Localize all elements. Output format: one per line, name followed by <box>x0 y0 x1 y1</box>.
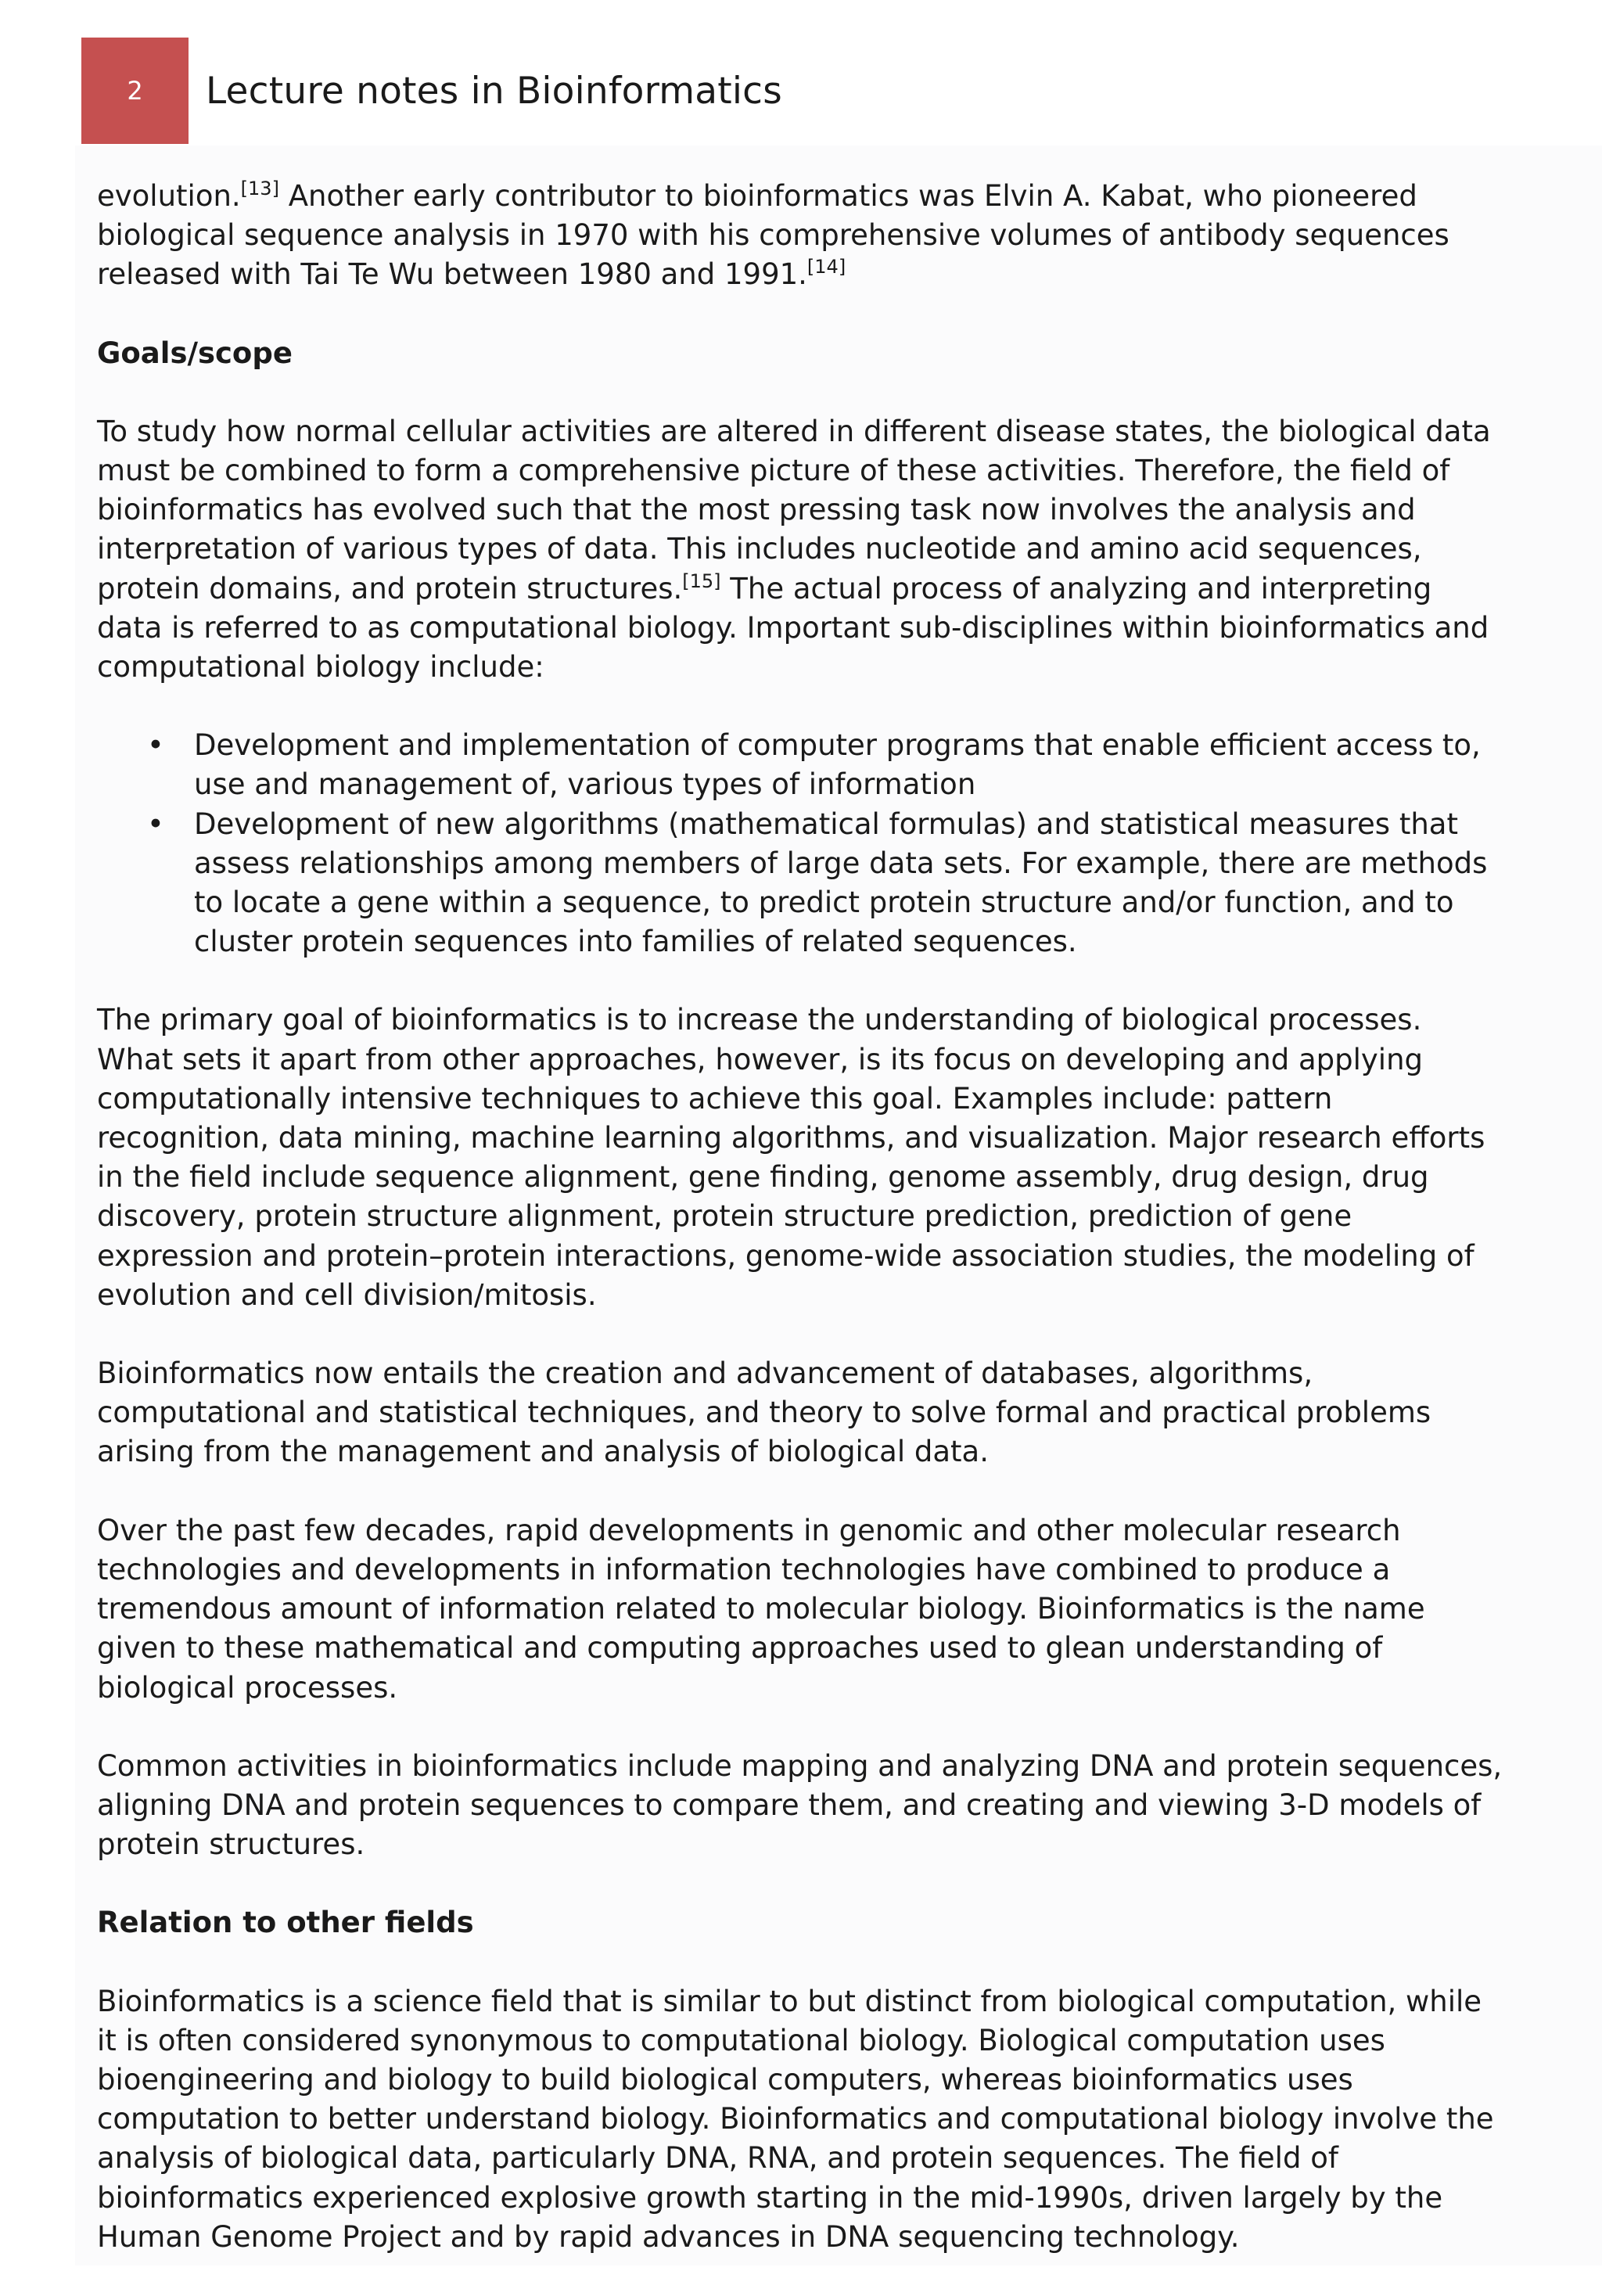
paragraph-primary-goal: The primary goal of bioinformatics is to increase the understanding of biological processes. What sets it apart from other approaches, however, is its focus on developing and applying computationally intensive techniques to achieve this goal. Examples include: pattern recognition, data mining, machine learning algorithms, and visualization. Major research efforts in the field include sequence alignment, gene finding, genome assembly, drug design, drug discovery, protein structure alignment, protein structure prediction, prediction of gene expression and protein–protein interactions, genome-wide association studies, the modeling of evolution and cell division/mitosis. <box>97 1003 1485 1312</box>
list-item-text: Development and implementation of computer programs that enable efficient access to, use and management of, various types of information <box>194 728 1481 802</box>
bullet-icon: • <box>147 807 164 841</box>
paragraph-text: Another early contributor to bioinformatics was Elvin A. Kabat, who pioneered biological sequence analysis in 1970 with his comprehensive volumes of antibody sequences released with Tai Te Wu between 1980 and 1991. <box>97 179 1449 292</box>
main-content <box>97 177 1505 2296</box>
citation-15: [15] <box>682 570 721 592</box>
list-item-text: Development of new algorithms (mathematical formulas) and statistical measures that assess relationships among members of large data sets. For example, there are methods to locate a gene within a sequence, to predict protein structure and/or function, and to cluster protein sequences into families of related sequences. <box>194 807 1488 959</box>
paragraph-databases: Bioinformatics now entails the creation and advancement of databases, algorithms, computational and statistical techniques, and theory to solve formal and practical problems arising from the management and analysis of biological data. <box>97 1356 1431 1469</box>
heading-goals-scope: Goals/scope <box>97 336 293 370</box>
paragraph-goals <box>97 412 1505 687</box>
paragraph-text: To study how normal cellular activities are altered in different disease states, the biological data must be combined to form a comprehensive picture of these activities. Therefore, the field of bioinformatics has evolved such that the most pressing task now involves the analysis and interpretation of various types of data. This includes nucleotide and amino acid sequences, protein domains, and protein structures. <box>97 414 1491 605</box>
page-number: 2 <box>81 38 189 144</box>
citation-14: [14] <box>806 256 846 278</box>
paragraph-text: The actual process of analyzing and interpreting data is referred to as computational biology. Important sub-disciplines within bioinformatics and computational biology include: <box>97 571 1489 684</box>
bullet-icon: • <box>147 728 164 763</box>
paragraph-text: evolution. <box>97 179 241 213</box>
heading-relation-other-fields: Relation to other fields <box>97 1906 474 1940</box>
paragraph-relation: Bioinformatics is a science field that is similar to but distinct from biological computation, while it is often considered synonymous to computational biology. Biological computation uses bioengineering and biology to build biological computers, whereas bioinformatics uses computation to better understand biology. Bioinformatics and computational biology involve the analysis of biological data, particularly DNA, RNA, and protein sequences. The field of bioinformatics experienced explosive growth starting in the mid-1990s, driven largely by the Human Genome Project and by rapid advances in DNA sequencing technology. <box>97 1984 1494 2254</box>
paragraph-intro <box>97 177 1505 295</box>
running-title: Lecture notes in Bioinformatics <box>206 69 782 113</box>
list-item <box>97 805 1505 962</box>
paragraph-activities: Common activities in bioinformatics include mapping and analyzing DNA and protein sequences, aligning DNA and protein sequences to compare them, and creating and viewing 3-D models of protein structures. <box>97 1748 1503 1862</box>
paragraph-developments: Over the past few decades, rapid developments in genomic and other molecular research technologies and developments in information technologies have combined to produce a tremendous amount of information related to molecular biology. Bioinformatics is the name given to these mathematical and computing approaches used to glean understanding of biological processes. <box>97 1513 1425 1705</box>
list-item <box>97 726 1505 804</box>
page-header <box>81 38 782 144</box>
citation-13: [13] <box>240 178 279 199</box>
subdisciplines-list <box>97 726 1505 961</box>
